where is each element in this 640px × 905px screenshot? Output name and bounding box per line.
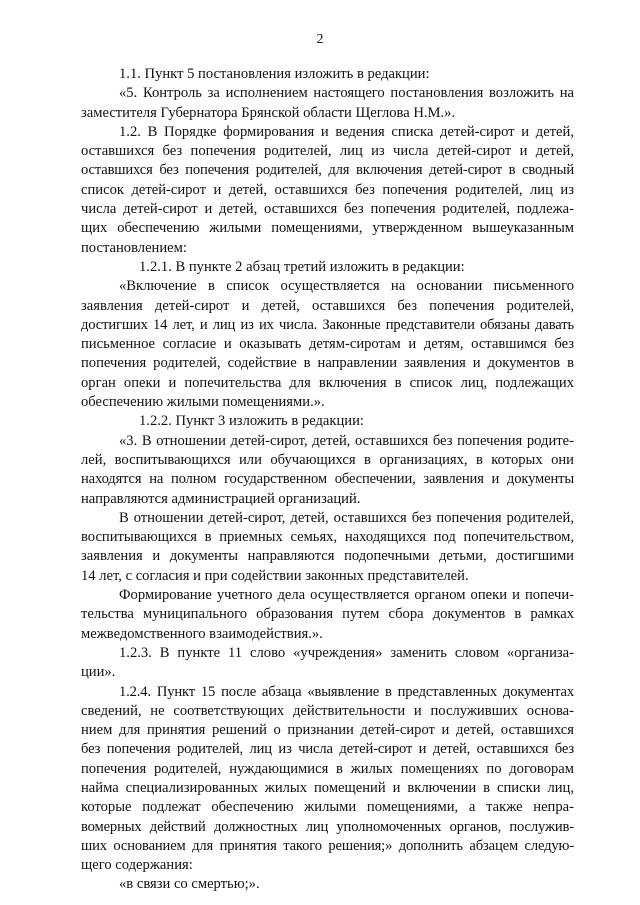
text-line: заявления детей-сирот и детей, оставшихся без попечения родителей, <box>81 297 574 314</box>
text-line: направляются администрацией организаций. <box>81 490 361 507</box>
text-line: заявления и документы направляются подопечными детьми, достигшими <box>81 548 574 565</box>
text-line: 1.2.4. Пункт 15 после абзаца «выявление в представленных документах <box>119 683 574 700</box>
text-line: оставшихся без попечения родителей, лиц из числа детей-сирот и детей, <box>81 143 574 160</box>
text-line: найма специализированных жилых помещений и включении в списки лиц, <box>81 779 574 796</box>
text-line: «3. В отношении детей-сирот, детей, оставшихся без попечения родите- <box>119 432 574 449</box>
text-line: «5. Контроль за исполнением настоящего постановления возложить на <box>119 85 574 102</box>
text-line: 1.2. В Порядке формирования и ведения списка детей-сирот и детей, <box>119 123 574 140</box>
text-line: межведомственного взаимодействия.». <box>81 625 323 642</box>
text-line: 1.2.1. В пункте 2 абзац третий изложить в редакции: <box>139 258 465 275</box>
text-line: В отношении детей-сирот, детей, оставшихся без попечения родителей, <box>119 509 574 526</box>
text-line: воспитывающихся в приемных семьях, находящихся под попечительством, <box>81 529 574 546</box>
text-line: заместителя Губернатора Брянской области Щеглова Н.М.». <box>81 104 456 121</box>
text-line: сведений, не соответствующих действительности и послуживших основа- <box>81 702 574 719</box>
text-line: щего содержания: <box>81 857 193 874</box>
document-body <box>81 65 574 895</box>
text-line: оставшихся без попечения родителей, для включения детей-сирот в сводный <box>81 162 574 179</box>
text-line: ших основанием для принятия такого решения;» дополнить абзацем следую- <box>81 837 574 854</box>
text-line: лей, воспитывающихся или обучающихся в организациях, в которых они <box>81 451 574 468</box>
text-line: орган опеки и попечительства для включения в список лиц, подлежащих <box>81 374 574 391</box>
text-line: 1.1. Пункт 5 постановления изложить в редакции: <box>119 66 430 82</box>
text-line: попечения родителей, содействие в направлении заявления и документов в <box>81 355 574 372</box>
text-line: постановлением: <box>81 239 187 256</box>
text-line: обеспечению жилыми помещениями.». <box>81 394 325 411</box>
text-line: список детей-сирот и детей, оставшихся без попечения родителей, лиц из <box>81 181 574 198</box>
text-line: ции». <box>81 664 116 681</box>
text-line: без попечения родителей, лиц из числа детей-сирот и детей, оставшихся без <box>81 741 574 758</box>
text-line: 1.2.3. В пункте 11 слово «учреждения» заменить словом «организа- <box>119 644 574 661</box>
text-line: числа детей-сирот и детей, оставшихся без попечения родителей, подлежа- <box>81 201 574 218</box>
text-line: тельства муниципального образования путем сбора документов в рамках <box>81 606 574 623</box>
text-line: нием для принятия решений о признании детей-сирот и детей, оставшихся <box>81 722 574 739</box>
text-line: которые подлежат обеспечению жилыми помещениями, а также непра- <box>81 799 574 816</box>
page-number: 2 <box>316 32 324 47</box>
text-line: вомерных действий должностных лиц уполномоченных органов, послужив- <box>81 818 574 835</box>
text-line: щих обеспечению жилыми помещениями, утвержденном вышеуказанным <box>81 220 574 237</box>
text-line: письменное согласие и оказывать детям-сиротам и детям, оставшимся без <box>81 336 574 353</box>
text-line: 1.2.2. Пункт 3 изложить в редакции: <box>139 413 364 430</box>
text-line: находятся на полном государственном обеспечении, заявления и документы <box>81 471 574 488</box>
text-line: Формирование учетного дела осуществляется органом опеки и попечи- <box>119 587 574 604</box>
text-line: достигших 14 лет, и лиц из их числа. Законные представители обязаны давать <box>81 316 574 333</box>
text-line: «Включение в список осуществляется на основании письменного <box>119 278 574 295</box>
text-line: попечения родителей, нуждающимися в жилых помещениях по договорам <box>81 760 574 777</box>
text-line: «в связи со смертью;». <box>119 876 260 893</box>
text-line: 14 лет, с согласия и при содействии законных представителей. <box>81 567 469 584</box>
